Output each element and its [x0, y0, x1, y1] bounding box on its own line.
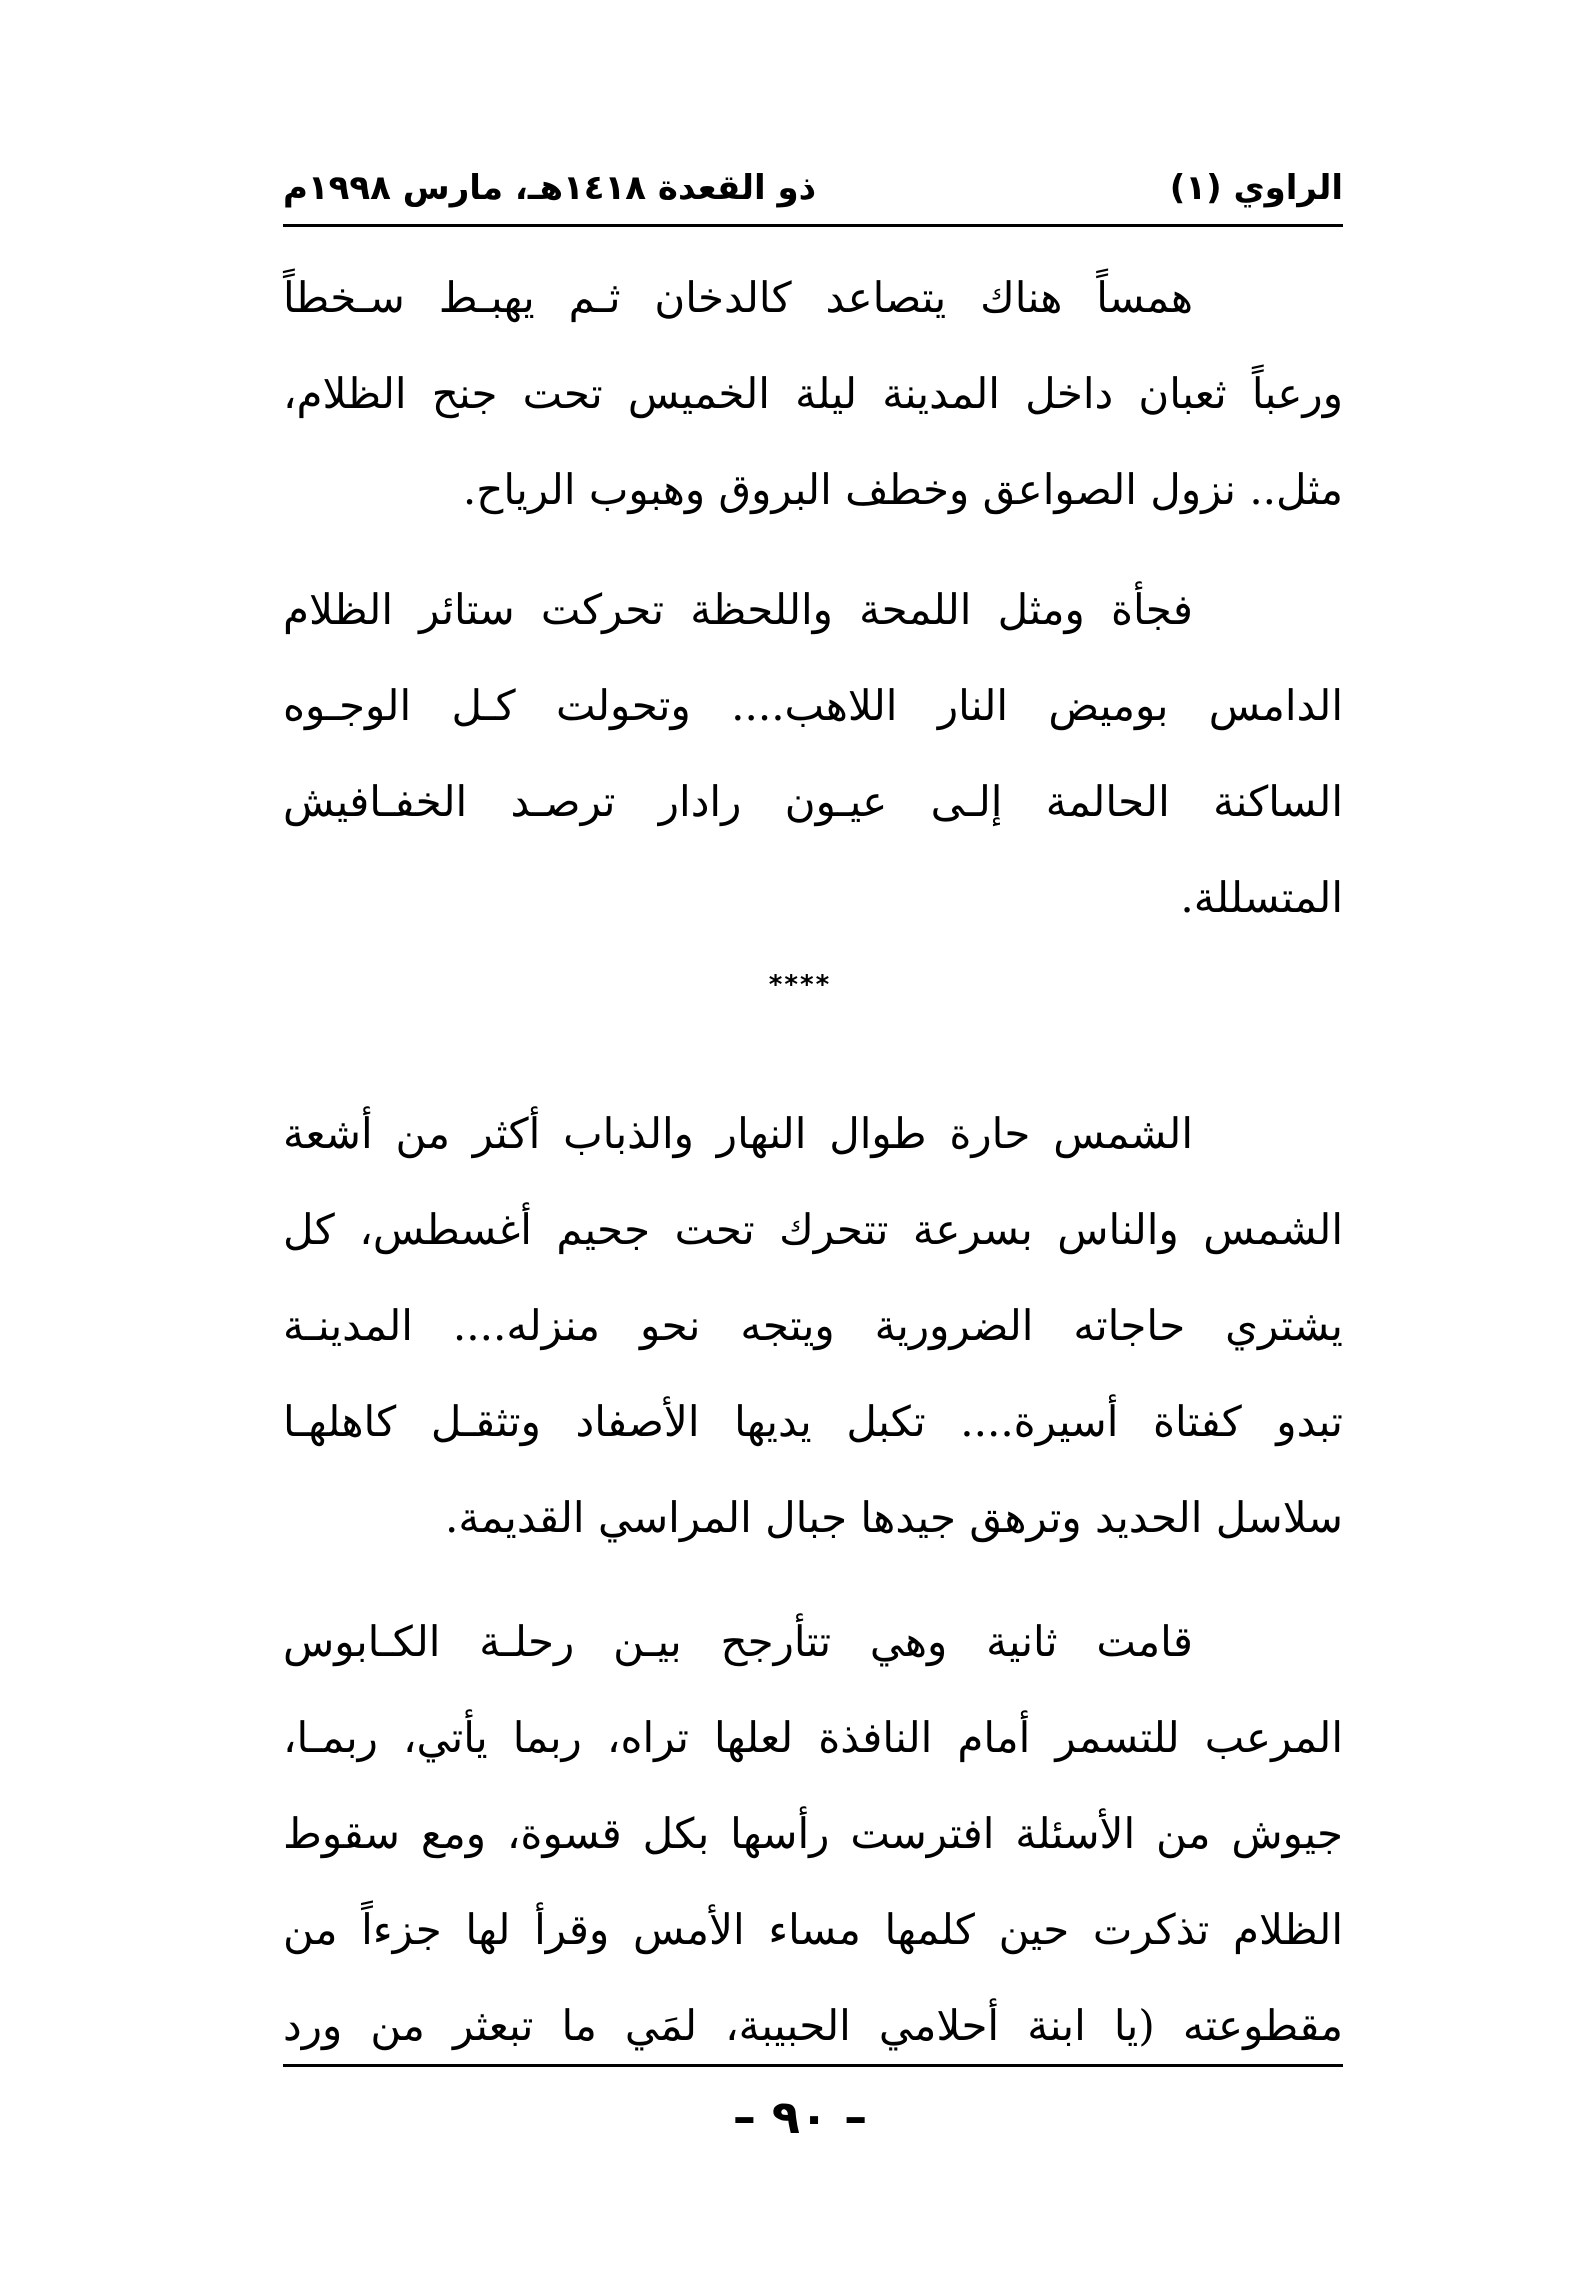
paragraph-line: الشمس والناس بسرعة تتحرك تحت جحيم أغسطس، كل: [283, 1205, 1343, 1254]
paragraph-line: مقطوعته (يا ابنة أحلامي الحبيبة، لمَي ما تبعثر من ورد: [283, 2001, 1343, 2050]
paragraph-3: [283, 1086, 1343, 1566]
paragraph-line: المتسللة.: [1180, 873, 1343, 922]
paragraph-line: الدامس بوميض النار اللاهب.... وتحولت كـل الوجـوه: [283, 681, 1343, 730]
paragraph-line: الساكنة الحالمة إلـى عيـون رادار ترصـد الخفـافيش: [283, 777, 1343, 826]
paragraph-line: همساً هناك يتصاعد كالدخان ثـم يهبـط سـخطاً: [283, 273, 1193, 322]
paragraph-line: جيوش من الأسئلة افترست رأسها بكل قسوة، ومع سقوط: [283, 1809, 1343, 1858]
paragraph-1: [283, 250, 1343, 538]
page-number: – ٩٠ –: [732, 2090, 868, 2144]
paragraph-line: تبدو كفتاة أسيرة.... تكبل يديها الأصفاد وتثقـل كاهلهـا: [283, 1397, 1343, 1446]
header-title: الراوي (١): [1169, 168, 1343, 208]
paragraph-2: [283, 562, 1343, 946]
header-date: ذو القعدة ١٤١٨هـ، مارس ١٩٩٨م: [283, 168, 817, 208]
section-separator: ****: [768, 970, 832, 1000]
paragraph-line: قامت ثانية وهي تتأرجح بيـن رحلـة الكـابوس: [283, 1617, 1193, 1666]
paragraph-line: سلاسل الحديد وترهق جيدها جبال المراسي القديمة.: [445, 1493, 1343, 1542]
paragraph-line: يشتري حاجاته الضرورية ويتجه نحو منزله.... المدينـة: [283, 1301, 1343, 1350]
paragraph-line: الظلام تذكرت حين كلمها مساء الأمس وقرأ لها جزءاً من: [283, 1905, 1343, 1954]
paragraph-4: [283, 1594, 1343, 2074]
paragraph-line: المرعب للتسمر أمام النافذة لعلها تراه، ربما يأتي، ربمـا،: [283, 1713, 1343, 1762]
paragraph-line: فجأة ومثل اللمحة واللحظة تحركت ستائر الظلام: [283, 585, 1193, 634]
paragraph-line: الشمس حارة طوال النهار والذباب أكثر من أشعة: [283, 1109, 1193, 1158]
header-divider: [283, 224, 1343, 227]
paragraph-line: مثل.. نزول الصواعق وخطف البروق وهبوب الرياح.: [462, 465, 1343, 514]
footer-divider: [283, 2064, 1343, 2067]
paragraph-line: ورعباً ثعبان داخل المدينة ليلة الخميس تحت جنح الظلام،: [283, 369, 1343, 418]
page-header: [283, 168, 1343, 218]
